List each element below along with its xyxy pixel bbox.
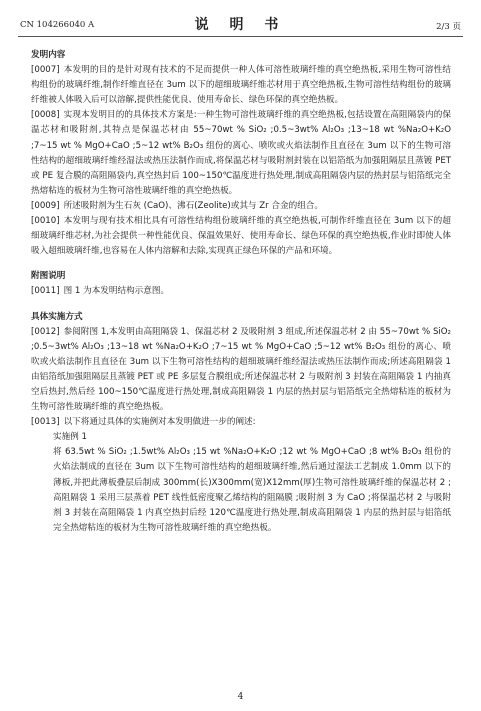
paragraph-0008	[31, 108, 451, 199]
paragraph-number: [0012]	[31, 326, 60, 337]
page-label: 2/3 页	[436, 22, 461, 32]
page-header	[0, 0, 481, 38]
section-heading-embodiment: 具体实施方式	[31, 311, 83, 322]
section-heading-drawings: 附图说明	[31, 271, 66, 282]
paragraph-text: 所述吸附剂为生石灰 (CaO)、沸石(Zeolite)或其与 Zr 合金的组合。	[63, 200, 323, 211]
section-heading-invention: 发明内容	[31, 50, 66, 60]
publication-number: CN 104266040 A	[20, 20, 95, 30]
document-title: 说 明 书	[194, 17, 287, 33]
paragraph-text: 图 1 为本发明结构示意图。	[63, 286, 170, 297]
header-divider	[18, 36, 463, 37]
paragraph-number: [0007]	[31, 65, 60, 76]
paragraph-text: 参阅附图 1,本发明由高阻隔袋 1、保温芯材 2 及吸附剂 3 组成,所述保温芯材 2 由 55~70wt % SiO₂ ;0.5~3wt% Al₂O₃ ;13~18 wt %Na₂O+K₂O ;7~15 wt % MgO+CaO ;5~12 wt% B₂O₃ 组份的离心、喷吹或火焰法制作且直径在 3um 以下生物可溶性结构的超细玻璃纤维经湿法或热压法制作而成;所述高阻隔袋 1 由铝箔纸加强阻隔层且蒸镀 PET 或 PE 多层复合膜组成;所述保温芯材 2 与吸附剂 3 封装在高阻隔袋 1 内抽真空后热封,然后经 100~150℃温度进行热处理,制成高阻隔袋 1 内层的热封层与铝箔纸完全热熔粘连的板材为生物可溶性玻璃纤维的真空绝热板。	[31, 326, 451, 413]
example-title: 实施例 1	[53, 432, 87, 443]
paragraph-text: 以下将通过具体的实施例对本发明做进一步的阐述:	[63, 417, 256, 428]
document-body	[31, 48, 451, 536]
paragraph-0007	[31, 63, 451, 108]
paragraph-0009	[31, 199, 451, 214]
paragraph-number: [0011]	[31, 286, 60, 297]
paragraph-number: [0010]	[31, 216, 60, 227]
paragraph-number: [0008]	[31, 110, 60, 121]
paragraph-number: [0009]	[31, 200, 60, 211]
paragraph-0012	[31, 325, 451, 416]
page-number: 4	[237, 692, 244, 702]
paragraph-0010	[31, 214, 451, 259]
paragraph-0011	[31, 284, 451, 299]
paragraph-text: 本发明与现有技术相比具有可溶性结构组份玻璃纤维的真空绝热板,可制作纤维直径在 3um 以下的超细玻璃纤维芯材,为社会提供一种性能优良、保温效果好、使用寿命长、绿色环保的真空绝热板,作业时即使人体吸入超细玻璃纤维,也容易在人体内溶解和去除,实现真正绿色环保的产品和环境。	[31, 216, 451, 257]
paragraph-text: 实现本发明目的的具体技术方案是:一种生物可溶性玻璃纤维的真空绝热板,包括设置在高阻隔袋内的保温芯材和吸附剂,其特点是保温芯材由 55~70wt % SiO₂ ;0.5~3wt% Al₂O₃ ;13~18 wt %Na₂O+K₂O ;7~15 wt % MgO+CaO ;5~12 wt% B₂O₃ 组份的离心、喷吹或火焰法制作且直径在 3um 以下的生物可溶性结构的超细玻璃纤维经湿法或热压法制作而成,将保温芯材与吸附剂封装在以铝箔纸为加强阻隔层且蒸镀 PET 或 PE 复合膜的高阻隔袋内,真空热封后 100~150℃温度进行热处理,制成高阻隔袋内层的热封层与铝箔纸完全热熔粘连的板材为生物可溶性玻璃纤维的真空绝热板。	[31, 110, 451, 196]
example-text: 将 63.5wt % SiO₂ ;1.5wt% Al₂O₃ ;15 wt %Na₂O+K₂O ;12 wt % MgO+CaO ;8 wt% B₂O₃ 组份的火焰法制成的直径在 3um 以下生物可溶性结构的超细玻璃纤维,然后通过湿法工艺制成 1.0mm 以下的薄板,并把此薄板叠层后制成 300mm(长)X300mm(宽)X12mm(厚)生物可溶性玻璃纤维的保温芯材 2 ;高阻隔袋 1 采用三层蒸着 PET 线性低密度聚乙烯结构的阻隔膜 ;吸附剂 3 为 CaO ;将保温芯材 2 与吸附剂 3 封装在高阻隔袋 1 内真空热封后经 120℃温度进行热处理,制成高阻隔袋 1 内层的热封层与铝箔纸完全热熔粘连的板材为生物可溶性玻璃纤维的真空绝热板。	[53, 447, 451, 533]
paragraph-0013	[31, 415, 451, 430]
paragraph-number: [0013]	[31, 417, 60, 428]
paragraph-text: 本发明的目的是针对现有技术的不足而提供一种人体可溶性玻璃纤维的真空绝热板,采用生物可溶性结构组份的玻璃纤维,制作纤维直径在 3um 以下的超细玻璃纤维芯材用于真空绝热板,生物可溶性结构组份的玻璃纤维被人体吸入后可以溶解,提供性能优良、使用寿命长、绿色环保的真空绝热板。	[31, 65, 451, 106]
